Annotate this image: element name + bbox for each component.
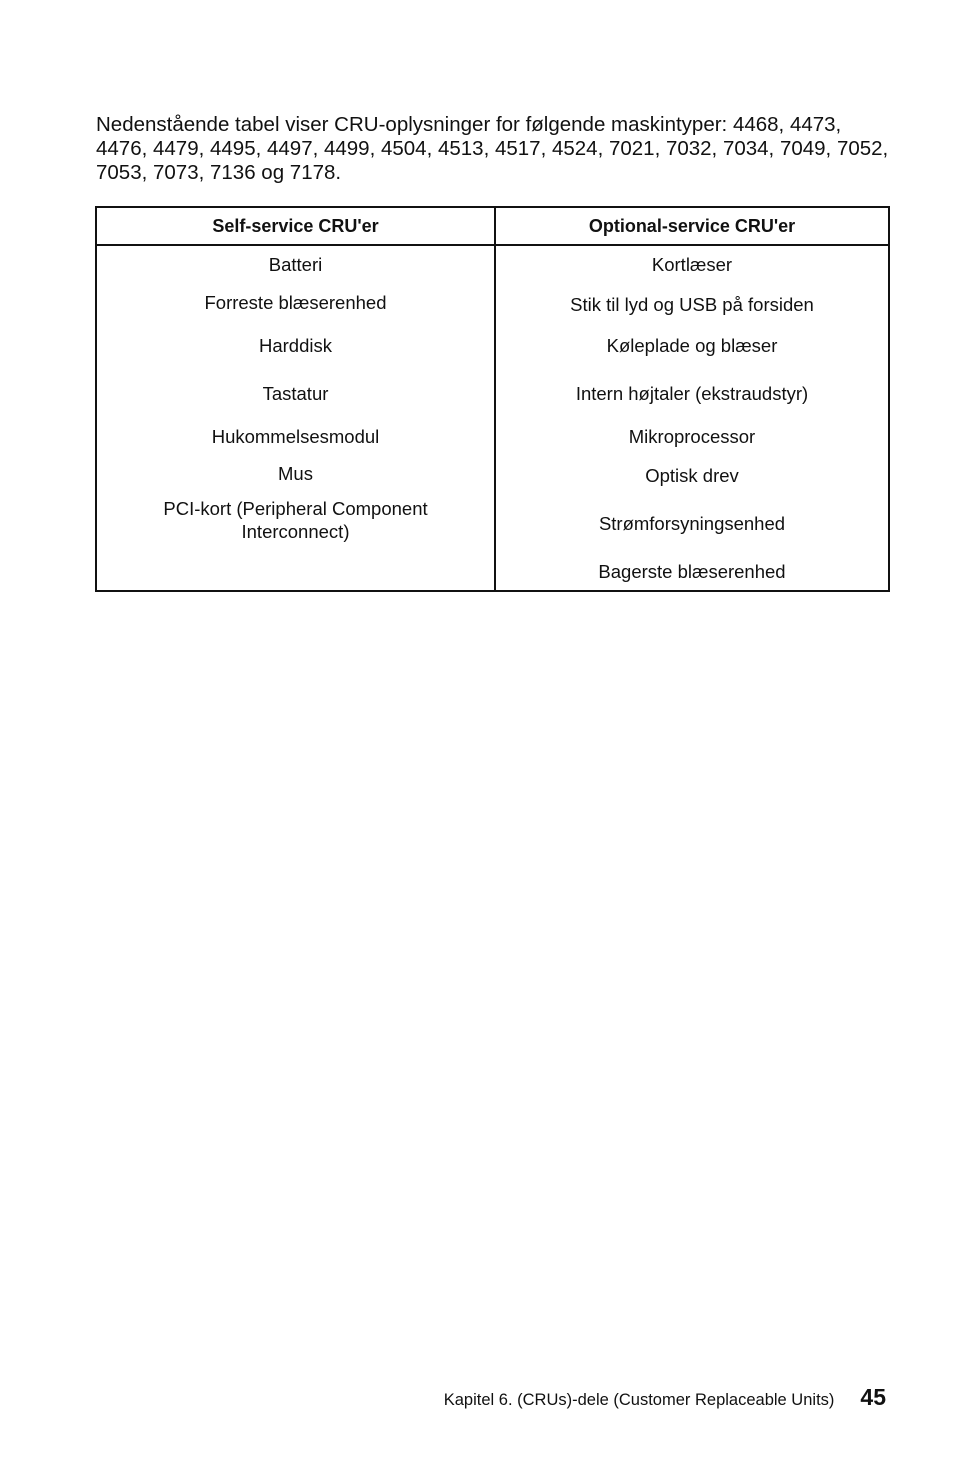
self-service-item: Tastatur: [96, 369, 495, 417]
table-row: [96, 283, 889, 321]
optional-service-item: Strømforsyningsenhed: [598, 512, 786, 534]
table-row: [96, 417, 889, 455]
self-service-item: Batteri: [96, 245, 495, 283]
optional-service-item: Køleplade og blæser: [606, 334, 778, 356]
self-service-item: Harddisk: [96, 321, 495, 369]
table-row: [96, 369, 889, 417]
self-service-item: Hukommelsesmodul: [96, 417, 495, 455]
page-footer: [444, 1384, 886, 1411]
header-self-service: Self-service CRU'er: [96, 207, 495, 245]
table-row: [96, 245, 889, 283]
self-service-item: Forreste blæserenhed: [96, 283, 495, 321]
cru-table: [95, 206, 890, 592]
self-service-item: [96, 493, 495, 591]
chapter-title: Kapitel 6. (CRUs)-dele (Customer Replaceable Units): [443, 1391, 835, 1409]
self-service-item: Mus: [96, 455, 495, 493]
page-number: 45: [860, 1384, 886, 1410]
optional-service-item: Kortlæser: [651, 254, 733, 275]
table-row: [96, 493, 889, 553]
optional-service-item: Optisk drev: [645, 464, 739, 486]
optional-service-item: Bagerste blæserenhed: [598, 561, 786, 582]
header-optional-service: Optional-service CRU'er: [495, 207, 889, 245]
optional-service-item: Intern højtaler (ekstraudstyr): [575, 382, 809, 404]
self-service-item-text: PCI-kort (Peripheral Component Interconnect): [163, 498, 428, 542]
table-row: [96, 321, 889, 369]
table-row: [96, 455, 889, 493]
optional-service-item: Stik til lyd og USB på forsiden: [570, 293, 814, 315]
optional-service-item: Mikroprocessor: [628, 425, 756, 447]
table-header-row: [96, 207, 889, 245]
intro-paragraph: Nedenstående tabel viser CRU-oplysninger for følgende maskintyper: 4468, 4473, 4476, 4479, 4495, 4497, 4499, 4504, 4513, 4517, 4524, 7021, 7032, 7034, 7049, 7052, 7053, 7073, 7136 og 7178.: [96, 113, 889, 184]
